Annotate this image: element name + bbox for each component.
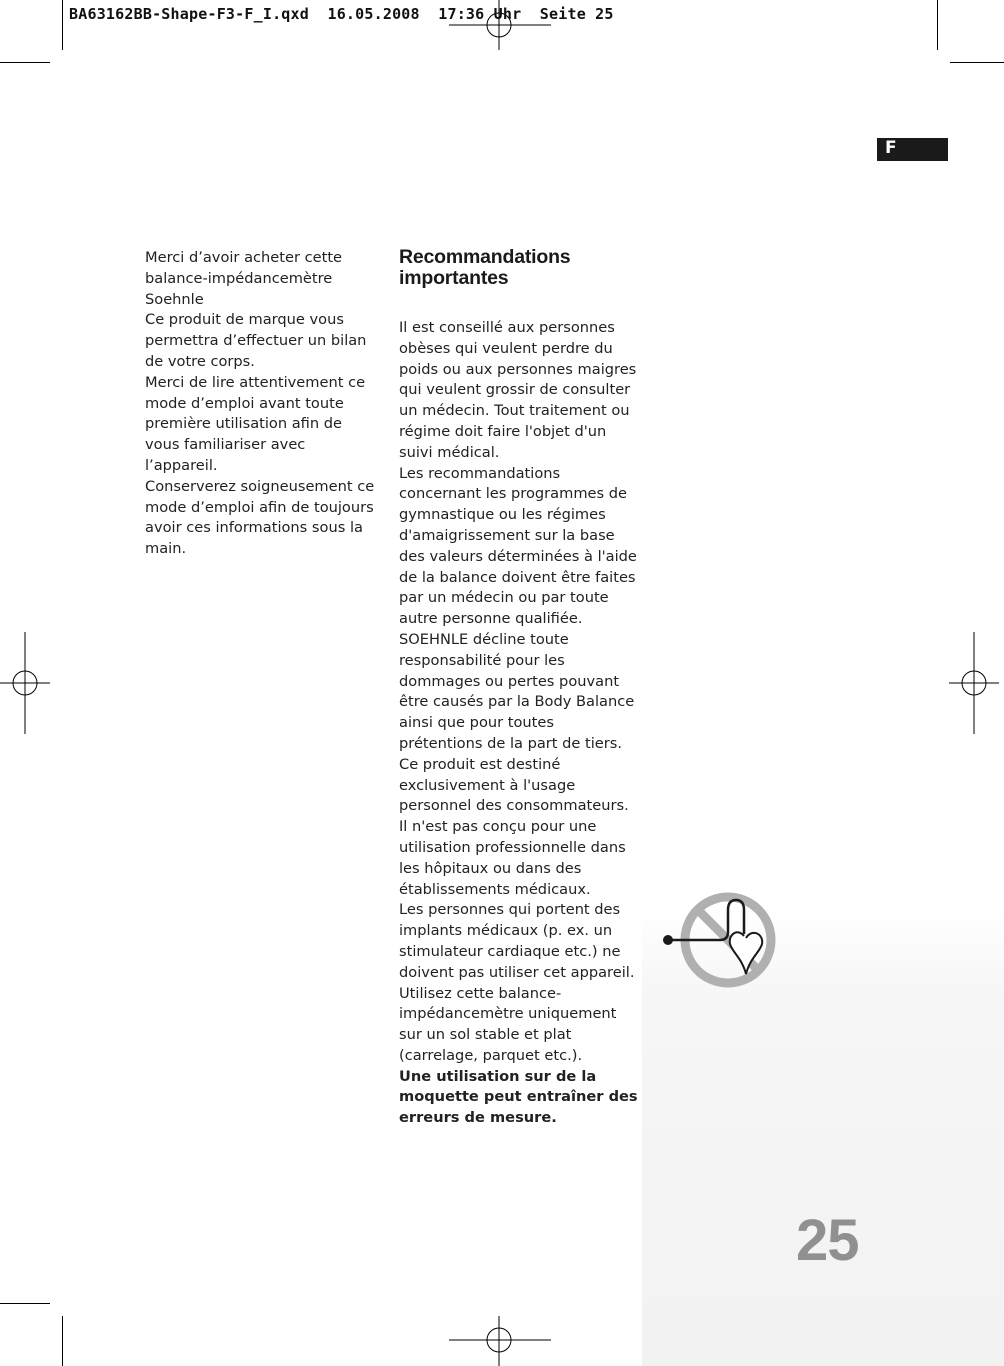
recommendations-column [399,247,639,1129]
crop-mark-bottom-left-vertical [62,1316,63,1366]
registration-mark-right [949,632,999,734]
intro-paragraph: Merci d’avoir acheter cette balance-impédancemètre Soehnle [145,249,343,308]
crop-mark-top-right-vertical [937,0,938,50]
crop-mark-top-left-horizontal [0,62,50,63]
carpet-warning: Une utilisation sur de la moquette peut entraîner des erreurs de mesure. [399,1067,638,1127]
intro-paragraph: Merci de lire attentivement ce mode d’emploi avant toute première utilisation afin de vous familiariser avec l’appareil. [145,373,366,474]
recommendation-paragraph: Les recommandations concernant les programmes de gymnastique ou les régimes d'amaigrissement sur la base des valeurs déterminées à l'aide de la balance doivent être faites par un médecin ou par toute autre personne qualifiée. [399,464,637,628]
no-pacemaker-icon [658,888,780,992]
page-number: 25 [796,1208,859,1273]
intro-paragraph: Ce produit de marque vous permettra d’effectuer un bilan de votre corps. [145,311,367,370]
recommendation-paragraph: Les personnes qui portent des implants médicaux (p. ex. un stimulateur cardiaque etc.) ne doivent pas utiliser cet appareil. [399,901,635,981]
recommendation-paragraph: Il est conseillé aux personnes obèses qui veulent perdre du poids ou aux personnes maigres qui veulent grossir de consulter un médecin. Tout traitement ou régime doit faire l'objet d'un suivi médical. [399,319,637,461]
recommendation-paragraph: Utilisez cette balance-impédancemètre uniquement sur un sol stable et plat (carrelage, parquet etc.). [399,984,617,1064]
recommendations-heading: Recommandations importantes [399,246,571,289]
recommendation-paragraph: SOEHNLE décline toute responsabilité pour les dommages ou pertes pouvant être causés par la Body Balance ainsi que pour toutes prétentions de la part de tiers. [399,630,635,752]
recommendation-paragraph: Ce produit est destiné exclusivement à l'usage personnel des consommateurs. Il n'est pas conçu pour une utilisation professionnelle dans les hôpitaux ou dans des établissements médicaux. [399,755,629,898]
crop-mark-top-left-vertical [62,0,63,50]
crop-mark-bottom-left-horizontal [0,1303,50,1304]
intro-column [145,248,381,560]
registration-mark-bottom [449,1316,551,1366]
crop-mark-top-right-horizontal [950,62,1004,63]
registration-mark-left [0,632,50,734]
intro-paragraph: Conserverez soigneusement ce mode d’emploi afin de toujours avoir ces informations sous la main. [145,477,375,558]
print-slug: BA63162BB-Shape-F3-F_I.qxd 16.05.2008 17:36 Uhr Seite 25 [69,5,614,23]
language-tab: F [877,138,948,161]
